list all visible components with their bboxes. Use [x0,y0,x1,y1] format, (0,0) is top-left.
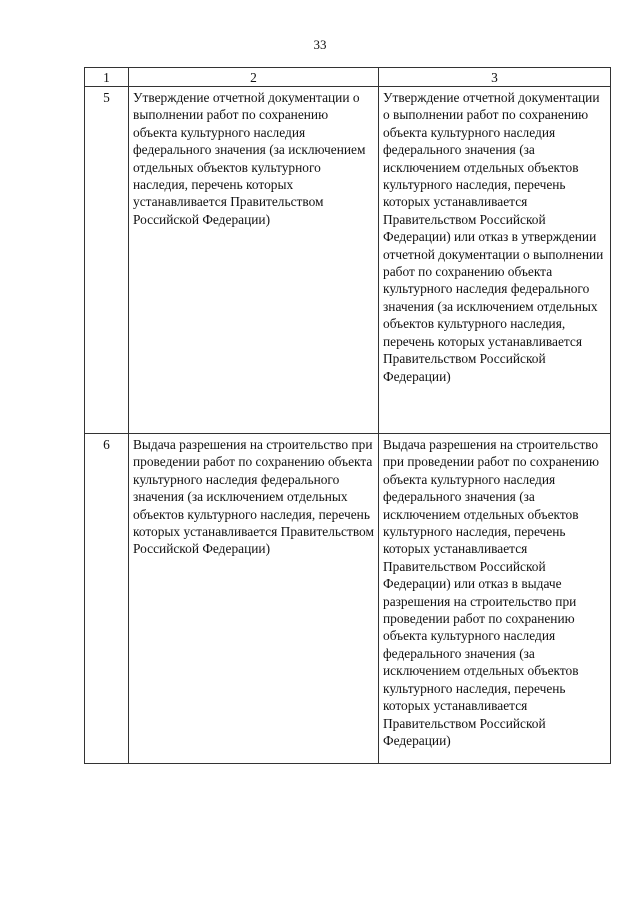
service-name-cell: Утверждение отчетной документации о выполнении работ по сохранению объекта культурного наследия федерального значения (за исключением отдельных объектов культурного наследия, перечень которых устанавливается Правительством Российской Федерации) [129,87,379,434]
row-number: 6 [85,434,129,764]
service-result-cell: Утверждение отчетной документации о выполнении работ по сохранению объекта культурного наследия федерального значения (за исключением отдельных объектов культурного наследия, перечень которых устанавливается Правительством Российской Федерации) или отказ в утверждении отчетной документации о выполнении работ по сохранению объекта культурного наследия федерального значения (за исключением отдельных объектов культурного наследия, перечень которых устанавливается Правительством Российской Федерации) [379,87,611,434]
service-result-cell: Выдача разрешения на строительство при проведении работ по сохранению объекта культурного наследия федерального значения (за исключением отдельных объектов культурного наследия, перечень которых устанавливается Правительством Российской Федерации) или отказ в выдаче разрешения на строительство при проведении работ по сохранению объекта культурного наследия федерального значения (за исключением отдельных объектов культурного наследия, перечень которых устанавливается Правительством Российской Федерации) [379,434,611,764]
table-header-row [85,68,611,87]
row-number: 5 [85,87,129,434]
page-number: 33 [313,37,327,52]
service-name-cell: Выдача разрешения на строительство при проведении работ по сохранению объекта культурного наследия федерального значения (за исключением отдельных объектов культурного наследия, перечень которых устанавливается Правительством Российской Федерации) [129,434,379,764]
table-row [85,87,611,434]
column-header-1: 1 [85,68,129,87]
column-header-3: 3 [379,68,611,87]
column-header-2: 2 [129,68,379,87]
services-table [84,67,611,764]
table-row [85,434,611,764]
